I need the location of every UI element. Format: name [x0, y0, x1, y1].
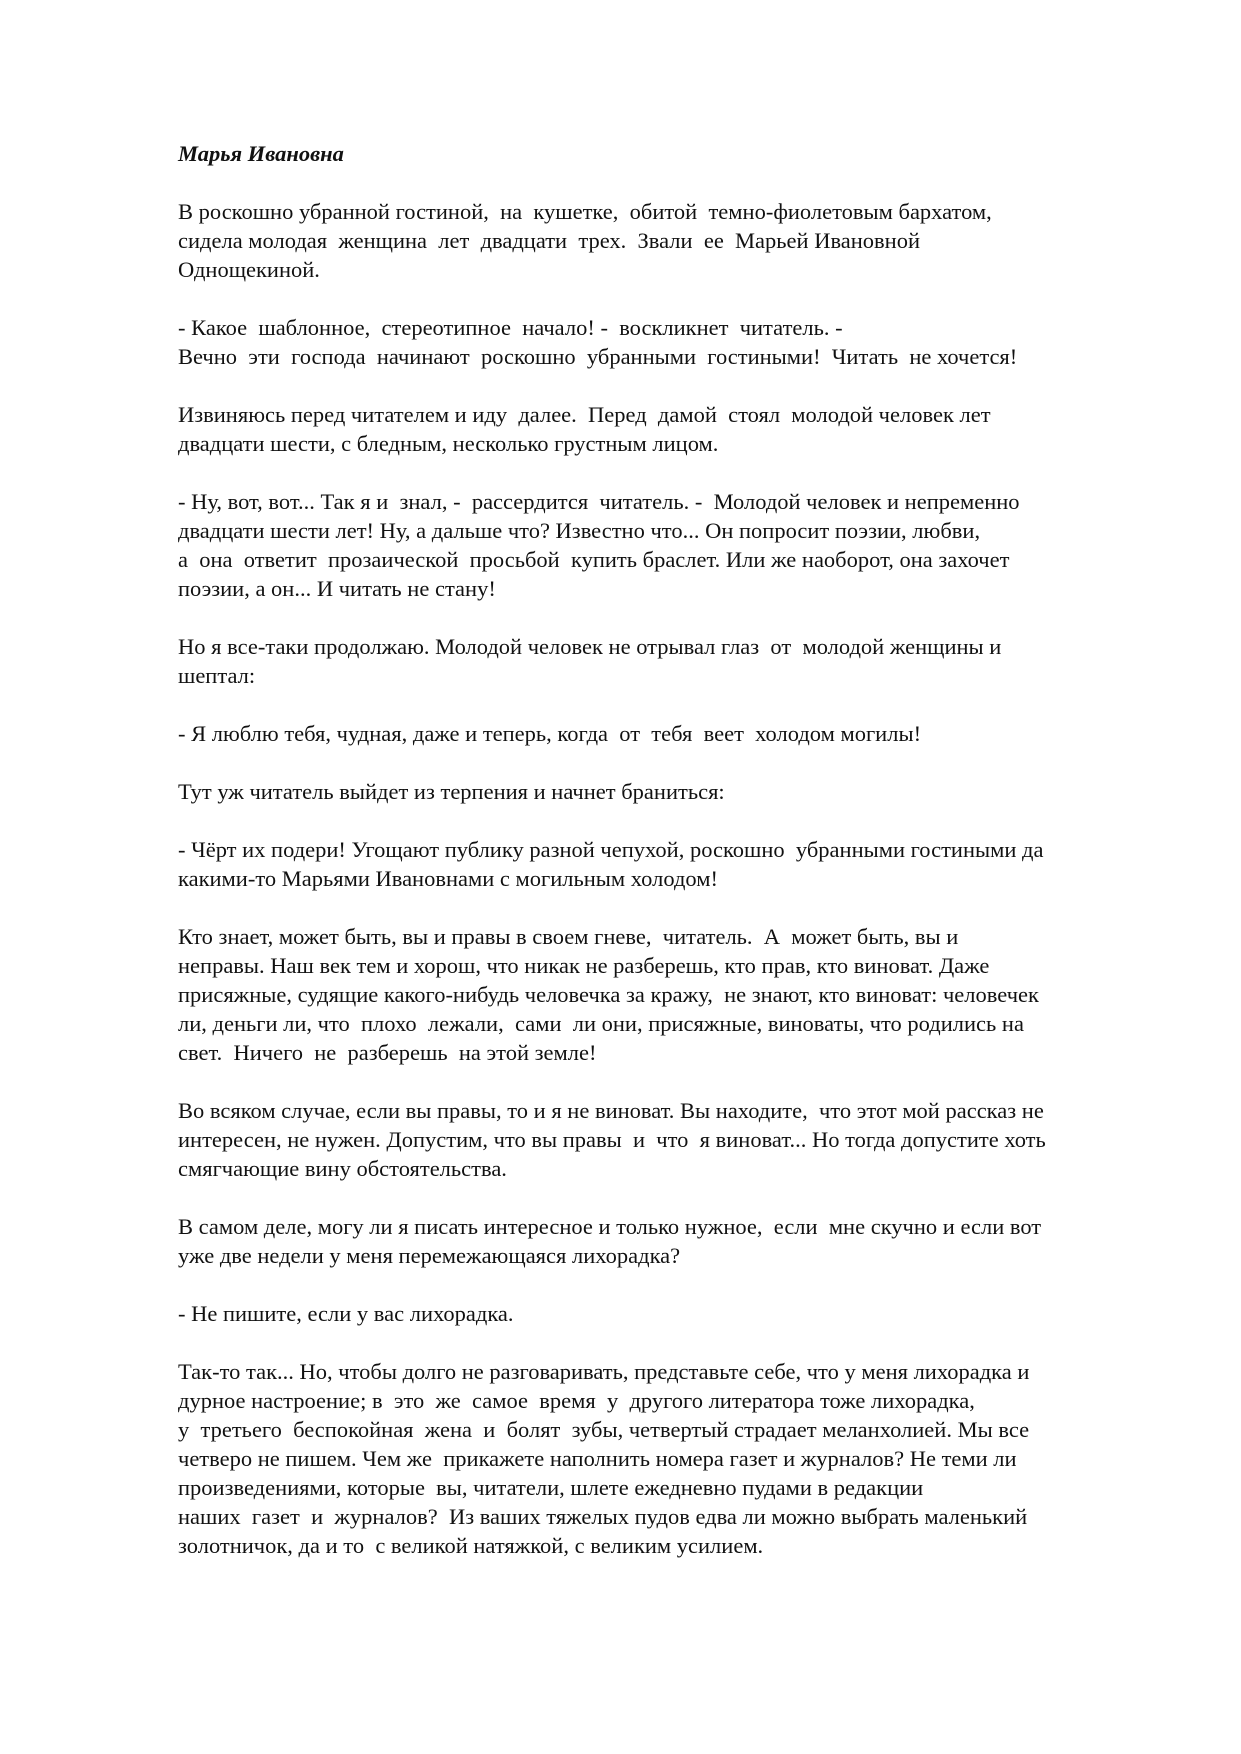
text-line: Кто знает, может быть, вы и правы в своем гневе, читатель. А может быть, вы и	[178, 924, 959, 949]
text-line: какими-то Марьями Ивановнами с могильным холодом!	[178, 866, 718, 891]
text-line: Извиняюсь перед читателем и иду далее. Перед дамой стоял молодой человек лет	[178, 402, 991, 427]
paragraph	[178, 1357, 1158, 1560]
paragraph	[178, 197, 1158, 284]
text-line: В самом деле, могу ли я писать интересное и только нужное, если мне скучно и если вот	[178, 1214, 1042, 1239]
text-line: неправы. Наш век тем и хорош, что никак не разберешь, кто прав, кто виноват. Даже	[178, 953, 990, 978]
text-line: Тут уж читатель выйдет из терпения и начнет браниться:	[178, 779, 725, 804]
text-line: Вечно эти господа начинают роскошно убранными гостиными! Читать не хочется!	[178, 344, 1018, 369]
paragraph	[178, 1299, 1158, 1328]
text-line: свет. Ничего не разберешь на этой земле!	[178, 1040, 597, 1065]
paragraph	[178, 719, 1158, 748]
text-line: - Чёрт их подери! Угощают публику разной чепухой, роскошно убранными гостиными да	[178, 837, 1044, 862]
text-line: сидела молодая женщина лет двадцати трех. Звали ее Марьей Ивановной	[178, 228, 921, 253]
paragraph	[178, 632, 1158, 690]
text-line: присяжные, судящие какого-нибудь человечка за кражу, не знают, кто виноват: человечек	[178, 982, 1039, 1007]
text-line: дурное настроение; в это же самое время у другого литератора тоже лихорадка,	[178, 1388, 975, 1413]
text-line: Так-то так... Но, чтобы долго не разговаривать, представьте себе, что у меня лихорадка и	[178, 1359, 1030, 1384]
text-line: двадцати шести, с бледным, несколько грустным лицом.	[178, 431, 719, 456]
paragraph-list	[178, 197, 1158, 1560]
text-line: ли, деньги ли, что плохо лежали, сами ли они, присяжные, виноваты, что родились на	[178, 1011, 1024, 1036]
paragraph	[178, 922, 1158, 1067]
text-line: уже две недели у меня перемежающаяся лихорадка?	[178, 1243, 681, 1268]
text-line: смягчающие вину обстоятельства.	[178, 1156, 507, 1181]
text-line: Но я все-таки продолжаю. Молодой человек не отрывал глаз от молодой женщины и	[178, 634, 1002, 659]
paragraph	[178, 487, 1158, 603]
text-line: - Не пишите, если у вас лихорадка.	[178, 1301, 514, 1326]
paragraph	[178, 1212, 1158, 1270]
text-line: двадцати шести лет! Ну, а дальше что? Известно что... Он попросит поэзии, любви,	[178, 518, 981, 543]
text-line: - Ну, вот, вот... Так я и знал, - рассердится читатель. - Молодой человек и непременно	[178, 489, 1020, 514]
text-line: наших газет и журналов? Из ваших тяжелых пудов едва ли можно выбрать маленький	[178, 1504, 1028, 1529]
paragraph	[178, 1096, 1158, 1183]
text-line: четверо не пишем. Чем же прикажете наполнить номера газет и журналов? Не теми ли	[178, 1446, 1017, 1471]
text-line: поэзии, а он... И читать не стану!	[178, 576, 496, 601]
paragraph	[178, 777, 1158, 806]
text-line: - Какое шаблонное, стереотипное начало! - воскликнет читатель. -	[178, 315, 843, 340]
text-line: Во всяком случае, если вы правы, то и я не виноват. Вы находите, что этот мой рассказ не	[178, 1098, 1044, 1123]
text-line: шептал:	[178, 663, 256, 688]
text-line: произведениями, которые вы, читатели, шлете ежедневно пудами в редакции	[178, 1475, 924, 1500]
text-line: В роскошно убранной гостиной, на кушетке, обитой темно-фиолетовым бархатом,	[178, 199, 992, 224]
text-line: - Я люблю тебя, чудная, даже и теперь, когда от тебя веет холодом могилы!	[178, 721, 922, 746]
document-title: Марья Ивановна	[178, 141, 344, 166]
text-line: Однощекиной.	[178, 257, 320, 282]
text-line: у третьего беспокойная жена и болят зубы, четвертый страдает меланхолией. Мы все	[178, 1417, 1030, 1442]
text-line: золотничок, да и то с великой натяжкой, с великим усилием.	[178, 1533, 764, 1558]
paragraph	[178, 313, 1158, 371]
document-body	[178, 139, 1158, 1589]
paragraph	[178, 400, 1158, 458]
paragraph	[178, 835, 1158, 893]
text-line: интересен, не нужен. Допустим, что вы правы и что я виноват... Но тогда допустите хоть	[178, 1127, 1046, 1152]
text-line: а она ответит прозаической просьбой купить браслет. Или же наоборот, она захочет	[178, 547, 1010, 572]
